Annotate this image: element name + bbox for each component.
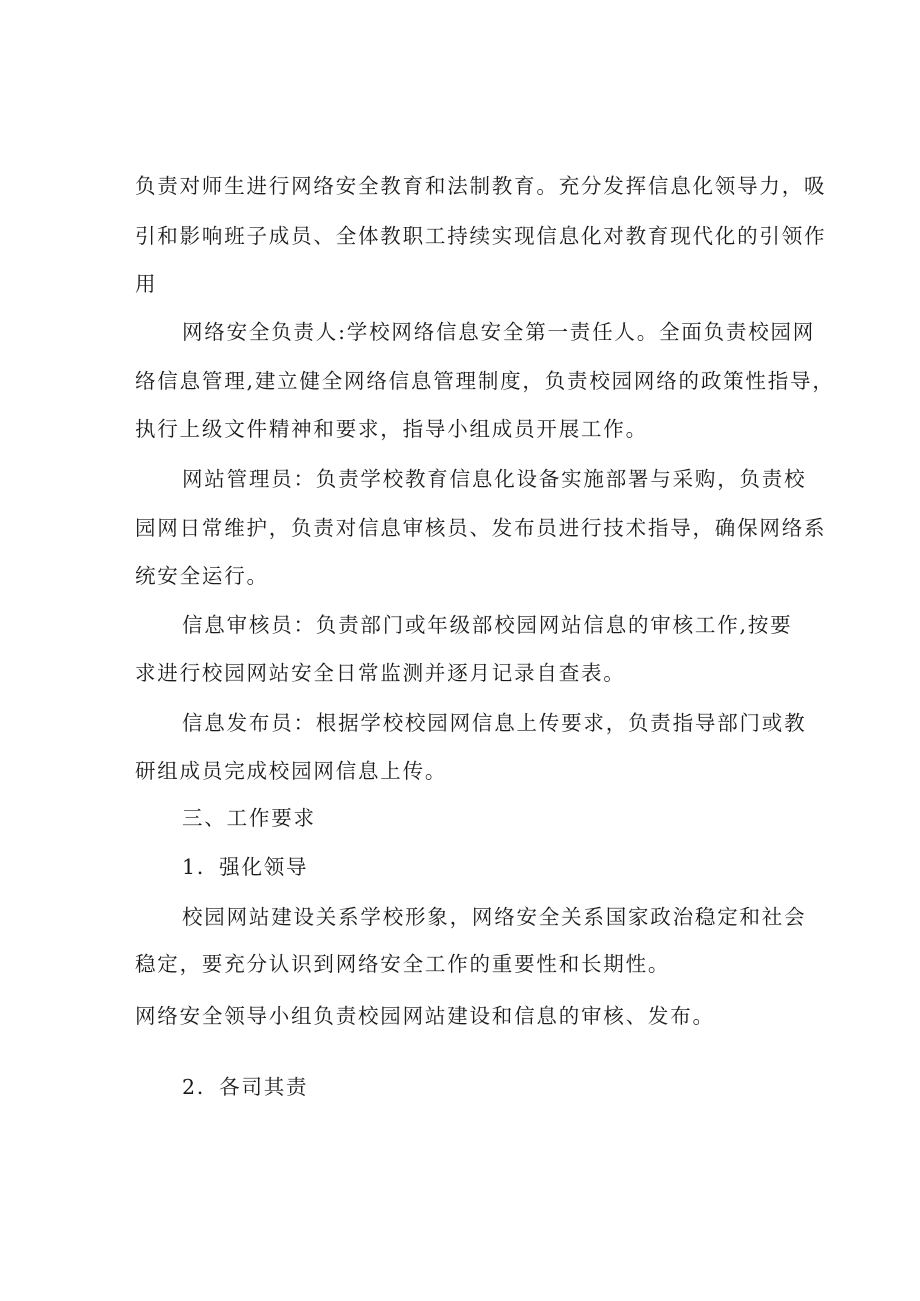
subsection-heading: 1．强化领导 [182,855,309,879]
paragraph-line: 网络安全领导小组负责校园网站建设和信息的审核、发布。 [135,1004,715,1028]
paragraph-line: 执行上级文件精神和要求，指导小组成员开展工作。 [135,417,648,441]
paragraph-line: 稳定，要充分认识到网络安全工作的重要性和长期性。 [135,952,671,976]
paragraph-line: 引和影响班子成员、全体教职工持续实现信息化对教育现代化的引领作 [135,224,827,248]
paragraph-line: 网站管理员：负责学校教育信息化设备实施部署与采购，负责校 [182,467,807,491]
paragraph-line: 统安全运行。 [135,564,269,588]
paragraph-line: 研组成员完成校园网信息上传。 [135,759,448,783]
paragraph-line: 网络安全负责人:学校网络信息安全第一责任人。全面负责校园网 [182,320,816,344]
section-heading: 三、工作要求 [182,806,316,830]
paragraph-line: 校园网站建设关系学校形象，网络安全关系国家政治稳定和社会 [182,905,807,929]
paragraph-line: 求进行校园网站安全日常监测并逐月记录自查表。 [135,661,626,685]
paragraph-line: 园网日常维护，负责对信息审核员、发布员进行技术指导，确保网络系 [135,516,827,540]
subsection-heading: 2．各司其责 [182,1075,309,1099]
paragraph-line: 负责对师生进行网络安全教育和法制教育。充分发挥信息化领导力，吸 [135,174,827,198]
paragraph-line: 用 [135,272,158,296]
paragraph-line: 络信息管理,建立健全网络信息管理制度，负责校园网络的政策性指导， [135,369,835,393]
paragraph-line: 信息审核员：负责部门或年级部校园网站信息的审核工作,按要 [182,613,793,637]
paragraph-line: 信息发布员：根据学校校园网信息上传要求，负责指导部门或教 [182,711,807,735]
